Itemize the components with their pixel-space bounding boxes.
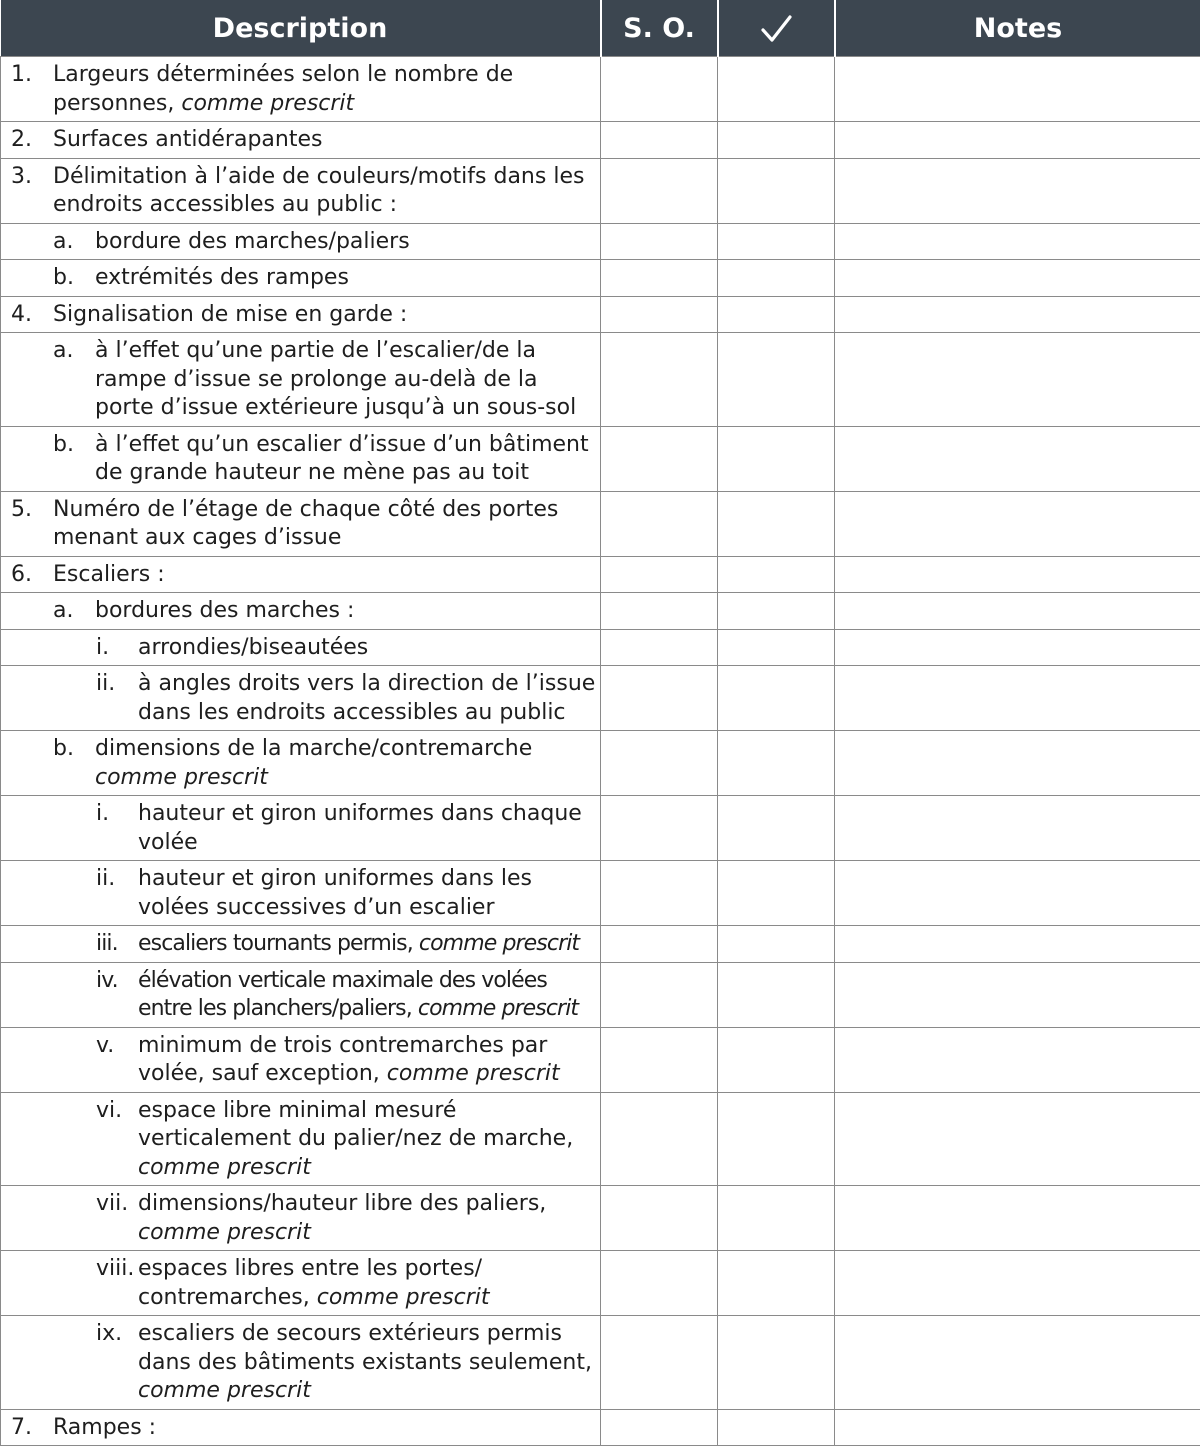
description-cell <box>1 1409 601 1446</box>
item-number: 6. <box>11 561 32 587</box>
item-text: dimensions/hauteur libre des paliers, <box>138 1191 547 1216</box>
item-text: bordure des marches/paliers <box>95 228 410 254</box>
item-text: extrémités des rampes <box>95 265 349 290</box>
item-text: à angles droits vers la direction de l’issue dans les endroits accessibles au public <box>138 671 596 725</box>
item-number: ii. <box>96 671 116 696</box>
notes-cell[interactable] <box>835 260 1200 297</box>
notes-cell[interactable] <box>835 593 1200 630</box>
item-number: a. <box>53 598 74 623</box>
so-cell[interactable] <box>601 1316 718 1410</box>
description-cell <box>1 223 601 260</box>
item-number: ix. <box>96 1321 123 1346</box>
item-italic: comme prescrit <box>138 1154 311 1180</box>
item-text: Rampes : <box>53 1414 157 1440</box>
description-cell <box>1 426 601 491</box>
item-text: minimum de trois contremarches par volée, sauf exception, <box>138 1032 548 1086</box>
check-cell[interactable] <box>718 556 835 593</box>
table-row <box>1 593 1200 630</box>
check-cell[interactable] <box>718 122 835 159</box>
table-row <box>1 1409 1200 1446</box>
table-row <box>1 223 1200 260</box>
item-number: b. <box>53 431 74 457</box>
so-cell[interactable] <box>601 666 718 731</box>
notes-cell[interactable] <box>835 1409 1200 1446</box>
notes-cell[interactable] <box>835 333 1200 427</box>
check-cell[interactable] <box>718 223 835 260</box>
item-number: 3. <box>11 163 32 189</box>
so-cell[interactable] <box>601 158 718 223</box>
item-number: 7. <box>11 1414 32 1440</box>
description-cell <box>1 296 601 333</box>
so-cell[interactable] <box>601 122 718 159</box>
header-so: S. O. <box>601 0 718 57</box>
table-row <box>1 796 1200 861</box>
check-cell[interactable] <box>718 260 835 297</box>
description-cell <box>1 260 601 297</box>
item-number: a. <box>53 338 74 363</box>
notes-cell[interactable] <box>835 629 1200 666</box>
header-notes: Notes <box>835 0 1200 57</box>
table-row <box>1 296 1200 333</box>
notes-cell[interactable] <box>835 1186 1200 1251</box>
table-row <box>1 962 1200 1027</box>
item-number: a. <box>53 228 74 254</box>
check-cell[interactable] <box>718 796 835 861</box>
notes-cell[interactable] <box>835 556 1200 593</box>
item-italic: comme prescrit <box>138 1378 311 1403</box>
so-cell[interactable] <box>601 1092 718 1186</box>
description-cell <box>1 861 601 926</box>
notes-cell[interactable] <box>835 861 1200 926</box>
table-row <box>1 158 1200 223</box>
so-cell[interactable] <box>601 333 718 427</box>
check-cell[interactable] <box>718 962 835 1027</box>
description-cell <box>1 1027 601 1092</box>
table-row <box>1 926 1200 963</box>
description-cell <box>1 1186 601 1251</box>
item-text: Délimitation à l’aide de couleurs/motifs dans les endroits accessibles au public : <box>53 163 585 217</box>
so-cell[interactable] <box>601 1251 718 1316</box>
item-text: hauteur et giron uniformes dans les volées successives d’un escalier <box>138 866 532 920</box>
item-italic: comme prescrit <box>417 996 579 1021</box>
notes-cell[interactable] <box>835 57 1200 122</box>
notes-cell[interactable] <box>835 1092 1200 1186</box>
description-cell <box>1 962 601 1027</box>
check-cell[interactable] <box>718 861 835 926</box>
notes-cell[interactable] <box>835 223 1200 260</box>
check-cell[interactable] <box>718 491 835 556</box>
item-number: 4. <box>11 301 32 327</box>
description-cell <box>1 629 601 666</box>
so-cell[interactable] <box>601 731 718 796</box>
so-cell[interactable] <box>601 1027 718 1092</box>
table-row <box>1 731 1200 796</box>
table-row <box>1 1251 1200 1316</box>
check-cell[interactable] <box>718 333 835 427</box>
notes-cell[interactable] <box>835 666 1200 731</box>
item-text: dimensions de la marche/contremarche <box>95 736 533 761</box>
description-cell <box>1 1251 601 1316</box>
notes-cell[interactable] <box>835 158 1200 223</box>
header-row <box>1 0 1200 57</box>
notes-cell[interactable] <box>835 962 1200 1027</box>
item-text: Largeurs déterminées selon le nombre de personnes, <box>53 62 514 116</box>
item-text: Escaliers : <box>53 561 165 587</box>
item-number: vi. <box>96 1097 123 1123</box>
description-cell <box>1 731 601 796</box>
notes-cell[interactable] <box>835 122 1200 159</box>
item-text: Signalisation de mise en garde : <box>53 301 408 327</box>
so-cell[interactable] <box>601 593 718 630</box>
notes-cell[interactable] <box>835 926 1200 963</box>
description-cell <box>1 556 601 593</box>
item-text: espaces libres entre les portes/ contremarches, <box>138 1256 483 1310</box>
description-cell <box>1 57 601 122</box>
item-text: bordures des marches : <box>95 598 355 623</box>
description-cell <box>1 158 601 223</box>
check-cell[interactable] <box>718 158 835 223</box>
table-row <box>1 1092 1200 1186</box>
so-cell[interactable] <box>601 223 718 260</box>
check-cell[interactable] <box>718 666 835 731</box>
check-cell[interactable] <box>718 731 835 796</box>
item-number: 2. <box>11 127 32 152</box>
notes-cell[interactable] <box>835 1316 1200 1410</box>
item-text: à l’effet qu’une partie de l’escalier/de la rampe d’issue se prolonge au-delà de la porte d’issue extérieure jusqu’à un sous-sol <box>95 338 577 420</box>
item-text: Numéro de l’étage de chaque côté des portes menant aux cages d’issue <box>53 496 559 550</box>
table-row <box>1 426 1200 491</box>
item-number: i. <box>96 634 110 660</box>
so-cell[interactable] <box>601 629 718 666</box>
table-row <box>1 122 1200 159</box>
item-text: arrondies/biseautées <box>138 634 369 660</box>
item-text: élévation verticale maximale des volées entre les planchers/paliers, <box>138 967 547 1021</box>
description-cell <box>1 1092 601 1186</box>
item-number: v. <box>96 1032 115 1058</box>
notes-cell[interactable] <box>835 1251 1200 1316</box>
description-cell <box>1 666 601 731</box>
item-number: b. <box>53 736 74 761</box>
table-row <box>1 333 1200 427</box>
so-cell[interactable] <box>601 491 718 556</box>
check-cell[interactable] <box>718 1251 835 1316</box>
notes-cell[interactable] <box>835 296 1200 333</box>
item-text: escaliers tournants permis, <box>138 931 419 956</box>
check-cell[interactable] <box>718 629 835 666</box>
description-cell <box>1 926 601 963</box>
description-cell <box>1 796 601 861</box>
description-cell <box>1 491 601 556</box>
header-check <box>718 0 835 57</box>
check-cell[interactable] <box>718 926 835 963</box>
table-row <box>1 1186 1200 1251</box>
table-row <box>1 260 1200 297</box>
notes-cell[interactable] <box>835 731 1200 796</box>
item-italic: comme prescrit <box>418 931 580 956</box>
item-italic: comme prescrit <box>138 1219 311 1245</box>
table-row <box>1 1316 1200 1410</box>
so-cell[interactable] <box>601 296 718 333</box>
item-italic: comme prescrit <box>386 1061 560 1086</box>
checkmark-icon <box>759 14 793 44</box>
item-number: 5. <box>11 496 32 522</box>
item-italic: comme prescrit <box>95 764 268 790</box>
so-cell[interactable] <box>601 556 718 593</box>
so-cell[interactable] <box>601 962 718 1027</box>
item-number: ii. <box>96 866 116 891</box>
item-number: b. <box>53 265 74 290</box>
so-cell[interactable] <box>601 1409 718 1446</box>
so-cell[interactable] <box>601 57 718 122</box>
check-cell[interactable] <box>718 1186 835 1251</box>
check-cell[interactable] <box>718 1092 835 1186</box>
so-cell[interactable] <box>601 926 718 963</box>
so-cell[interactable] <box>601 260 718 297</box>
check-cell[interactable] <box>718 426 835 491</box>
item-number: iii. <box>96 931 118 956</box>
table-row <box>1 629 1200 666</box>
item-number: i. <box>96 801 110 826</box>
item-text: à l’effet qu’un escalier d’issue d’un bâtiment de grande hauteur ne mène pas au toit <box>95 431 589 485</box>
check-cell[interactable] <box>718 296 835 333</box>
check-cell[interactable] <box>718 593 835 630</box>
check-cell[interactable] <box>718 57 835 122</box>
item-text: espace libre minimal mesuré verticalement du palier/nez de marche, <box>138 1097 574 1151</box>
item-number: vii. <box>96 1191 129 1216</box>
item-italic: comme prescrit <box>181 90 355 116</box>
notes-cell[interactable] <box>835 1027 1200 1092</box>
item-number: viii. <box>96 1256 135 1281</box>
so-cell[interactable] <box>601 1186 718 1251</box>
check-cell[interactable] <box>718 1027 835 1092</box>
notes-cell[interactable] <box>835 426 1200 491</box>
description-cell <box>1 593 601 630</box>
item-text: Surfaces antidérapantes <box>53 127 323 152</box>
check-cell[interactable] <box>718 1316 835 1410</box>
item-text: hauteur et giron uniformes dans chaque volée <box>138 801 582 855</box>
so-cell[interactable] <box>601 426 718 491</box>
table-row <box>1 57 1200 122</box>
so-cell[interactable] <box>601 796 718 861</box>
description-cell <box>1 1316 601 1410</box>
description-cell <box>1 333 601 427</box>
table-row <box>1 861 1200 926</box>
item-text: escaliers de secours extérieurs permis dans des bâtiments existants seulement, <box>138 1321 592 1375</box>
table-row <box>1 666 1200 731</box>
notes-cell[interactable] <box>835 491 1200 556</box>
table-row <box>1 491 1200 556</box>
item-number: 1. <box>11 62 32 87</box>
item-italic: comme prescrit <box>316 1284 490 1310</box>
notes-cell[interactable] <box>835 796 1200 861</box>
so-cell[interactable] <box>601 861 718 926</box>
table-row <box>1 1027 1200 1092</box>
description-cell <box>1 122 601 159</box>
item-number: iv. <box>96 967 118 993</box>
table-row <box>1 556 1200 593</box>
check-cell[interactable] <box>718 1409 835 1446</box>
header-description: Description <box>1 0 601 57</box>
